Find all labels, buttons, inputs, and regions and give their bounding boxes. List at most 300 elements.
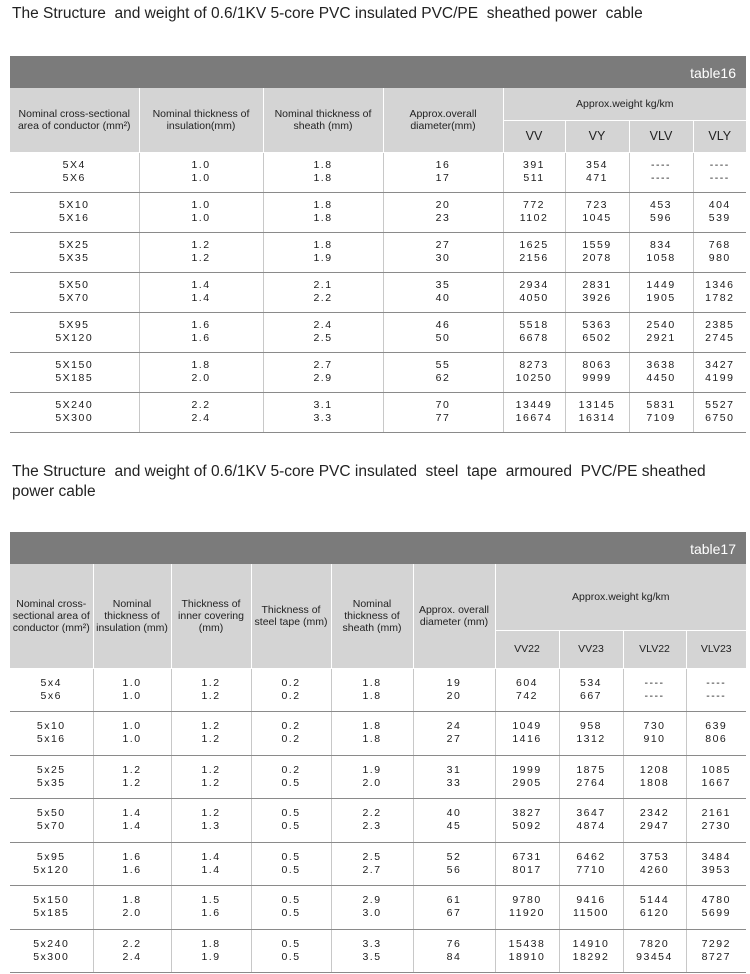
cell-value: 11500 [573, 907, 609, 920]
cell-value: 5x120 [33, 863, 70, 876]
cell-value: 2730 [701, 820, 731, 833]
cell-value: 2.2 [191, 399, 211, 411]
cell-value: 5X35 [58, 252, 90, 264]
cell-value: 9416 [576, 894, 606, 907]
cell-value: 772 [522, 199, 546, 211]
cell-value: 5X185 [55, 372, 94, 384]
cell-value: 7109 [646, 412, 676, 424]
cell-inner [171, 668, 251, 712]
cell-value: 62 [435, 372, 451, 384]
cell-value: 5X240 [55, 399, 94, 411]
cell-value: 5X4 [62, 159, 86, 171]
cell-value: 1.6 [122, 863, 142, 876]
cell-value: 1.6 [122, 850, 142, 863]
cell-value: 1085 [701, 763, 731, 776]
header-inner-covering: Thickness of inner covering (mm) [171, 564, 251, 668]
cell-value: 76 [446, 937, 462, 950]
cell-value: 1.2 [201, 733, 221, 746]
cell-sheath [331, 842, 413, 886]
cell-value: 5527 [705, 399, 735, 411]
cell-w4 [686, 929, 746, 973]
table-row [10, 232, 746, 272]
cell-value: 24 [446, 720, 462, 733]
cell-w4 [686, 842, 746, 886]
cell-w4 [693, 232, 746, 272]
cell-value: 1.8 [313, 239, 333, 251]
cell-w1 [495, 886, 559, 930]
cell-value: 1.2 [122, 763, 142, 776]
cell-value: 834 [649, 239, 673, 251]
cell-ins [139, 152, 263, 192]
cell-area [10, 799, 93, 843]
header-insulation: Nominal thickness of insulation (mm) [93, 564, 171, 668]
cell-value: 4260 [639, 863, 670, 876]
cell-value: 20 [435, 199, 451, 211]
cell-value: 1045 [582, 212, 612, 224]
cell-w2 [565, 312, 629, 352]
cell-value: 33 [446, 776, 462, 789]
cell-w2 [559, 799, 623, 843]
cell-w1 [495, 799, 559, 843]
table16-body [10, 152, 746, 432]
table-row [10, 842, 746, 886]
cell-value: 2.5 [313, 332, 333, 344]
header-vlv: VLV [629, 120, 693, 152]
cell-value: 5x4 [40, 676, 62, 689]
cell-value: 50 [435, 332, 451, 344]
cell-value: 4199 [705, 372, 735, 384]
cell-value: 14910 [572, 937, 610, 950]
cell-value: 3.0 [362, 907, 382, 920]
header-vy: VY [565, 120, 629, 152]
cell-value: 5x10 [36, 720, 66, 733]
header-area: Nominal cross-sectional area of conductor (mm²) [10, 564, 93, 668]
cell-value: 4874 [576, 820, 606, 833]
table17-label: table17 [10, 532, 746, 564]
cell-value: ---- [644, 676, 665, 689]
table-row [10, 886, 746, 930]
cell-w4 [693, 192, 746, 232]
cell-value: 910 [643, 733, 666, 746]
cell-value: 9999 [582, 372, 612, 384]
cell-value: 0.5 [281, 950, 301, 963]
cell-value: 2831 [582, 279, 612, 291]
cell-tape [251, 668, 331, 712]
cell-value: 604 [515, 676, 539, 689]
cell-w3 [623, 886, 686, 930]
cell-value: 2934 [519, 279, 549, 291]
cell-value: 35 [435, 279, 451, 291]
cell-value: 5092 [512, 820, 542, 833]
cell-ins [139, 392, 263, 432]
cell-w4 [693, 392, 746, 432]
cell-value: 539 [708, 212, 731, 224]
cell-w4 [686, 755, 746, 799]
cell-value: 3638 [646, 359, 676, 371]
cell-ins [93, 929, 171, 973]
cell-value: 2.0 [362, 776, 382, 789]
cell-value: 2921 [646, 332, 676, 344]
cell-value: 3484 [701, 850, 731, 863]
cell-value: 5144 [639, 894, 670, 907]
cell-area [10, 668, 93, 712]
header-area: Nominal cross-sectional area of conductor (mm²) [10, 88, 139, 152]
header-steel-tape: Thickness of steel tape (mm) [251, 564, 331, 668]
cell-value: 4450 [646, 372, 676, 384]
cell-sheath [263, 192, 383, 232]
cell-value: 1.4 [122, 807, 142, 820]
cell-value: 1.0 [191, 159, 211, 171]
cell-value: 77 [435, 412, 451, 424]
cell-ins [139, 232, 263, 272]
cell-value: 5x70 [36, 820, 66, 833]
cell-w2 [559, 668, 623, 712]
cell-w3 [629, 232, 693, 272]
cell-area [10, 232, 139, 272]
cell-value: 1.4 [201, 863, 221, 876]
cell-ins [139, 192, 263, 232]
cell-value: 1.2 [201, 776, 221, 789]
cell-dia [413, 929, 495, 973]
cell-value: 2745 [705, 332, 735, 344]
cell-value: 5X95 [58, 319, 90, 331]
header-vlv22: VLV22 [623, 630, 686, 668]
cell-value: 667 [579, 689, 603, 702]
cell-value: 1.2 [201, 807, 221, 820]
cell-inner [171, 799, 251, 843]
cell-w2 [565, 392, 629, 432]
cell-value: 1.2 [191, 239, 211, 251]
cell-tape [251, 755, 331, 799]
cell-value: 1.8 [313, 172, 333, 184]
cell-value: 2342 [639, 807, 670, 820]
cell-w3 [629, 392, 693, 432]
cell-value: 2.1 [313, 279, 333, 291]
cell-value: 5x95 [36, 850, 66, 863]
cell-dia [413, 755, 495, 799]
cell-value: 1.8 [362, 733, 382, 746]
cell-sheath [263, 272, 383, 312]
cell-value: ---- [709, 159, 730, 171]
cell-value: 5X70 [58, 292, 90, 304]
cell-value: 0.2 [281, 676, 301, 689]
table-row [10, 312, 746, 352]
cell-sheath [263, 152, 383, 192]
cell-w3 [629, 312, 693, 352]
cell-value: 15438 [508, 937, 546, 950]
cell-value: ---- [706, 689, 727, 702]
cell-area [10, 842, 93, 886]
cell-w1 [495, 712, 559, 756]
table-row [10, 712, 746, 756]
cell-value: 8727 [701, 950, 731, 963]
cell-value: 6731 [512, 850, 542, 863]
cell-ins [93, 755, 171, 799]
cell-value: 2.9 [362, 894, 382, 907]
cell-value: 1.8 [362, 689, 382, 702]
cell-value: 3827 [512, 807, 542, 820]
cell-inner [171, 712, 251, 756]
cell-value: 453 [649, 199, 673, 211]
cell-value: ---- [651, 172, 671, 184]
cell-value: 0.5 [281, 850, 301, 863]
cell-dia [383, 392, 503, 432]
cell-value: 5X6 [62, 172, 86, 184]
cell-area [10, 886, 93, 930]
cell-value: 13449 [515, 399, 553, 411]
cell-ins [93, 886, 171, 930]
cell-value: 1.6 [191, 319, 211, 331]
cell-tape [251, 929, 331, 973]
cell-w1 [495, 842, 559, 886]
cell-value: 1.6 [191, 332, 211, 344]
cell-value: 27 [446, 733, 462, 746]
cell-value: 1.0 [191, 199, 211, 211]
cell-value: 40 [435, 292, 451, 304]
table-row [10, 272, 746, 312]
cell-value: 1.2 [191, 252, 211, 264]
cell-value: 5X150 [55, 359, 94, 371]
cell-w4 [693, 352, 746, 392]
cell-value: 1.0 [122, 720, 142, 733]
cell-value: 5x240 [33, 937, 70, 950]
cell-value: 723 [585, 199, 609, 211]
cell-sheath [331, 886, 413, 930]
cell-value: 1.3 [201, 820, 221, 833]
cell-value: 3926 [582, 292, 612, 304]
cell-area [10, 929, 93, 973]
header-sheath: Nominal thickness of sheath (mm) [263, 88, 383, 152]
cell-dia [383, 272, 503, 312]
cell-value: 1.0 [122, 676, 142, 689]
cell-sheath [331, 755, 413, 799]
header-weight: Approx.weight kg/km [503, 88, 746, 120]
cell-value: 1.8 [191, 359, 211, 371]
cell-dia [383, 152, 503, 192]
cell-value: 1.5 [201, 894, 221, 907]
cell-dia [383, 352, 503, 392]
cell-value: 1312 [576, 733, 606, 746]
cell-value: 1625 [519, 239, 549, 251]
cell-value: 5X10 [58, 199, 90, 211]
cell-value: 13145 [578, 399, 616, 411]
cell-w2 [559, 755, 623, 799]
cell-tape [251, 799, 331, 843]
table-row [10, 755, 746, 799]
cell-value: 2.0 [122, 907, 142, 920]
cell-value: 5518 [519, 319, 549, 331]
cell-value: 596 [649, 212, 673, 224]
cell-w1 [503, 192, 565, 232]
cell-value: 1.2 [201, 689, 221, 702]
cell-value: 1559 [582, 239, 612, 251]
cell-sheath [331, 929, 413, 973]
cell-w3 [623, 929, 686, 973]
cell-value: 3.5 [362, 950, 382, 963]
cell-w3 [623, 712, 686, 756]
cell-value: 18910 [508, 950, 546, 963]
cell-value: 18292 [572, 950, 610, 963]
cell-ins [139, 312, 263, 352]
cell-value: 93454 [636, 950, 673, 963]
cell-value: 70 [435, 399, 451, 411]
cell-w3 [629, 272, 693, 312]
cell-value: 3753 [639, 850, 670, 863]
cell-value: 3647 [576, 807, 606, 820]
cell-value: 1782 [705, 292, 735, 304]
cell-value: 4780 [701, 894, 731, 907]
cell-value: 639 [705, 720, 728, 733]
cell-w4 [693, 272, 746, 312]
cell-value: 2.2 [313, 292, 333, 304]
cell-value: 2.5 [362, 850, 382, 863]
cell-value: 1.2 [201, 720, 221, 733]
cell-value: 1.4 [122, 820, 142, 833]
cell-ins [93, 842, 171, 886]
cell-value: 0.5 [281, 907, 301, 920]
cell-value: 6462 [576, 850, 606, 863]
cell-w2 [565, 152, 629, 192]
cell-value: 2.3 [362, 820, 382, 833]
cell-ins [93, 712, 171, 756]
cell-value: 1.2 [201, 763, 221, 776]
cell-value: 806 [705, 733, 728, 746]
cell-w2 [559, 712, 623, 756]
cell-value: 40 [446, 807, 462, 820]
cell-w2 [559, 929, 623, 973]
cell-value: 1.4 [191, 292, 211, 304]
cell-inner [171, 929, 251, 973]
cell-value: 30 [435, 252, 451, 264]
cell-w3 [629, 152, 693, 192]
cell-w2 [565, 192, 629, 232]
cell-value: 2078 [582, 252, 612, 264]
cell-value: 1.9 [362, 763, 382, 776]
cell-value: 742 [515, 689, 539, 702]
header-vv22: VV22 [495, 630, 559, 668]
cell-w1 [503, 392, 565, 432]
cell-value: 31 [446, 763, 462, 776]
cell-value: 1.4 [201, 850, 221, 863]
cell-value: 19 [446, 676, 462, 689]
cell-w1 [503, 272, 565, 312]
cell-value: 3953 [701, 863, 731, 876]
cell-value: ---- [709, 172, 730, 184]
cell-w2 [565, 352, 629, 392]
cell-value: 5363 [582, 319, 612, 331]
cell-w1 [495, 755, 559, 799]
cell-sheath [263, 392, 383, 432]
cell-value: 20 [446, 689, 462, 702]
cell-value: 4050 [519, 292, 549, 304]
cell-value: 3.3 [313, 412, 333, 424]
cell-dia [383, 312, 503, 352]
cell-value: 5x16 [36, 733, 66, 746]
cell-value: 0.2 [281, 733, 301, 746]
cell-value: 2.4 [122, 950, 142, 963]
cell-value: 23 [435, 212, 451, 224]
cell-value: 1.0 [191, 172, 211, 184]
cell-value: 6750 [705, 412, 735, 424]
cell-value: 1049 [512, 720, 542, 733]
cell-value: 46 [435, 319, 451, 331]
cell-value: 1.8 [313, 199, 333, 211]
cell-dia [413, 886, 495, 930]
header-weight: Approx.weight kg/km [495, 564, 746, 630]
cell-value: 2947 [639, 820, 670, 833]
cell-value: 5x25 [36, 763, 66, 776]
cell-w2 [565, 232, 629, 272]
cell-ins [93, 799, 171, 843]
cell-value: 2905 [512, 776, 542, 789]
cell-value: 1808 [639, 776, 670, 789]
cell-value: 0.5 [281, 807, 301, 820]
table-row [10, 929, 746, 973]
cell-value: 67 [446, 907, 462, 920]
cell-value: 5X120 [55, 332, 94, 344]
cell-dia [413, 668, 495, 712]
cell-value: 1416 [512, 733, 542, 746]
cell-value: 0.5 [281, 937, 301, 950]
cell-area [10, 152, 139, 192]
cell-value: 354 [585, 159, 609, 171]
table-row [10, 799, 746, 843]
cell-dia [383, 192, 503, 232]
table-row [10, 152, 746, 192]
cell-w3 [623, 799, 686, 843]
cell-value: 1905 [646, 292, 676, 304]
cell-tape [251, 842, 331, 886]
cell-w1 [503, 312, 565, 352]
cell-value: 7710 [576, 863, 606, 876]
cell-value: 1346 [705, 279, 735, 291]
cell-sheath [263, 232, 383, 272]
cell-inner [171, 842, 251, 886]
cell-value: 511 [523, 172, 545, 184]
cell-value: 6678 [519, 332, 549, 344]
table16-container [10, 56, 746, 433]
cell-value: 1.2 [201, 676, 221, 689]
cell-area [10, 312, 139, 352]
cell-value: 1.9 [313, 252, 333, 264]
cell-ins [93, 668, 171, 712]
cell-value: 5x150 [33, 894, 70, 907]
cell-value: ---- [644, 689, 665, 702]
cell-area [10, 392, 139, 432]
cell-value: 1.0 [122, 733, 142, 746]
cell-value: 7820 [639, 937, 670, 950]
table-row [10, 668, 746, 712]
cell-value: 2.4 [313, 319, 333, 331]
cell-value: ---- [706, 676, 727, 689]
cell-value: 471 [585, 172, 609, 184]
cell-value: 0.2 [281, 720, 301, 733]
cell-value: 1449 [646, 279, 676, 291]
cell-value: 2385 [705, 319, 735, 331]
cell-value: 2.7 [362, 863, 382, 876]
cell-w1 [495, 668, 559, 712]
cell-value: 10250 [515, 372, 553, 384]
header-vly: VLY [693, 120, 746, 152]
table16 [10, 88, 746, 433]
cell-value: 1999 [512, 763, 542, 776]
cell-value: 0.5 [281, 820, 301, 833]
cell-tape [251, 712, 331, 756]
cell-value: 2.2 [122, 937, 142, 950]
cell-value: 8017 [512, 863, 542, 876]
cell-w1 [503, 352, 565, 392]
header-insulation: Nominal thickness of insulation(mm) [139, 88, 263, 152]
